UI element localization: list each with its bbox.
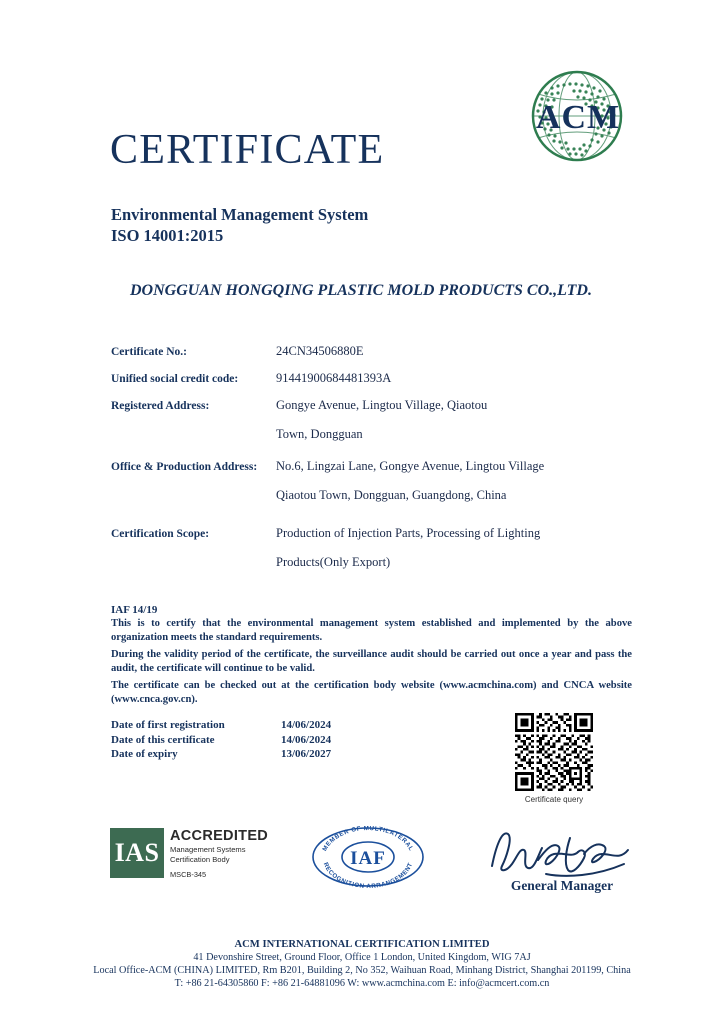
footer-contact: T: +86 21-64305860 F: +86 21-64881096 W: www.acmchina.com E: info@acmcert.com.cn xyxy=(174,978,550,989)
statement-paragraph-1: This is to certify that the environmental management system established and implemented by the above organization meets the standard requirements. xyxy=(111,618,632,643)
page-title: CERTIFICATE xyxy=(110,127,385,173)
svg-text:MEMBER OF MULTILATERAL: MEMBER OF MULTILATERAL xyxy=(321,826,415,853)
iaf-mla-mark xyxy=(310,826,426,888)
field-row xyxy=(111,397,631,442)
qr-code-icon[interactable] xyxy=(515,713,593,791)
general-manager-label: General Manager xyxy=(510,878,614,893)
svg-text:ACM: ACM xyxy=(535,99,621,136)
statement-paragraph-2: During the validity period of the certificate, the surveillance audit should be carried out once a year and pass the audit, the certificate will continue to be valid. xyxy=(111,649,632,674)
standard-name: Environmental Management System xyxy=(111,205,369,224)
field-value-certification-scope xyxy=(276,525,540,570)
date-row-this-certificate xyxy=(111,733,331,748)
field-row xyxy=(111,458,631,503)
date-value: 14/06/2024 xyxy=(281,733,332,746)
field-label-certification-scope: Certification Scope: xyxy=(111,528,210,540)
ias-text-block xyxy=(170,828,268,879)
company-name: DONGGUAN HONGQING PLASTIC MOLD PRODUCTS CO.,LTD. xyxy=(130,282,592,299)
field-value-line1: 91441900684481393A xyxy=(276,371,392,385)
date-label: Date of first registration xyxy=(111,719,225,731)
footer-company: ACM INTERNATIONAL CERTIFICATION LIMITED xyxy=(234,939,490,950)
field-row xyxy=(111,525,631,570)
field-label-credit-code: Unified social credit code: xyxy=(111,373,239,385)
field-value-line2: Products(Only Export) xyxy=(276,555,391,569)
ias-subtitle-line2: Certification Body xyxy=(170,855,230,865)
field-value-line2: Qiaotou Town, Dongguan, Guangdong, China xyxy=(276,488,507,502)
ias-accreditation-mark xyxy=(110,828,268,879)
acm-logo xyxy=(512,66,642,170)
footer-local-office: Local Office-ACM (CHINA) LIMITED, Rm B201, Building 2, No 352, Waihuan Road, Minhang District, Shanghai 201199, China xyxy=(93,965,631,976)
date-block xyxy=(111,718,331,762)
field-value-line2: Town, Dongguan xyxy=(276,427,363,441)
footer-address: 41 Devonshire Street, Ground Floor, Office 1 London, United Kingdom, WIG 7AJ xyxy=(193,952,531,963)
date-row-expiry xyxy=(111,747,331,762)
certificate-statement xyxy=(111,617,632,710)
date-value: 13/06/2027 xyxy=(281,748,332,760)
date-label: Date of expiry xyxy=(111,748,178,760)
qr-caption: Certificate query xyxy=(524,795,584,804)
field-value-certificate-no xyxy=(276,343,364,359)
date-value: 14/06/2024 xyxy=(281,719,332,731)
field-value-credit-code xyxy=(276,370,391,386)
certificate-fields xyxy=(111,343,631,580)
date-label: Date of this certificate xyxy=(111,733,215,746)
field-row xyxy=(111,343,631,360)
ias-code: MSCB-345 xyxy=(170,869,207,879)
field-row xyxy=(111,370,631,387)
field-label-registered-address: Registered Address: xyxy=(111,400,210,412)
statement-paragraph-3: The certificate can be checked out at the certification body website (www.acmchina.com) and CNCA website (www.cnca.gov.cn). xyxy=(111,680,632,705)
field-value-line1: No.6, Lingzai Lane, Gongye Avenue, Lingtou Village xyxy=(276,459,545,473)
field-value-line1: Production of Injection Parts, Processing of Lighting xyxy=(276,526,541,540)
field-label-office-address: Office & Production Address: xyxy=(111,461,258,473)
field-value-registered-address xyxy=(276,397,487,442)
svg-text:RECOGNITION ARRANGEMENT: RECOGNITION ARRANGEMENT xyxy=(321,861,415,888)
date-row-first-registration xyxy=(111,718,331,733)
field-label-certificate-no: Certificate No.: xyxy=(111,346,187,358)
svg-text:IAF: IAF xyxy=(350,848,386,869)
ias-accredited-label: ACCREDITED xyxy=(170,828,269,844)
ias-logo: IAS xyxy=(110,828,164,878)
iaf-code: IAF 14/19 xyxy=(111,604,158,616)
field-value-line1: Gongye Avenue, Lingtou Village, Qiaotou xyxy=(276,398,488,412)
field-value-line1: 24CN34506880E xyxy=(276,344,364,358)
field-value-office-address xyxy=(276,458,544,503)
certificate-query-qr[interactable] xyxy=(511,713,597,804)
ias-subtitle-line1: Management Systems xyxy=(170,845,246,854)
footer xyxy=(0,938,724,990)
standard-number: ISO 14001:2015 xyxy=(111,226,224,245)
